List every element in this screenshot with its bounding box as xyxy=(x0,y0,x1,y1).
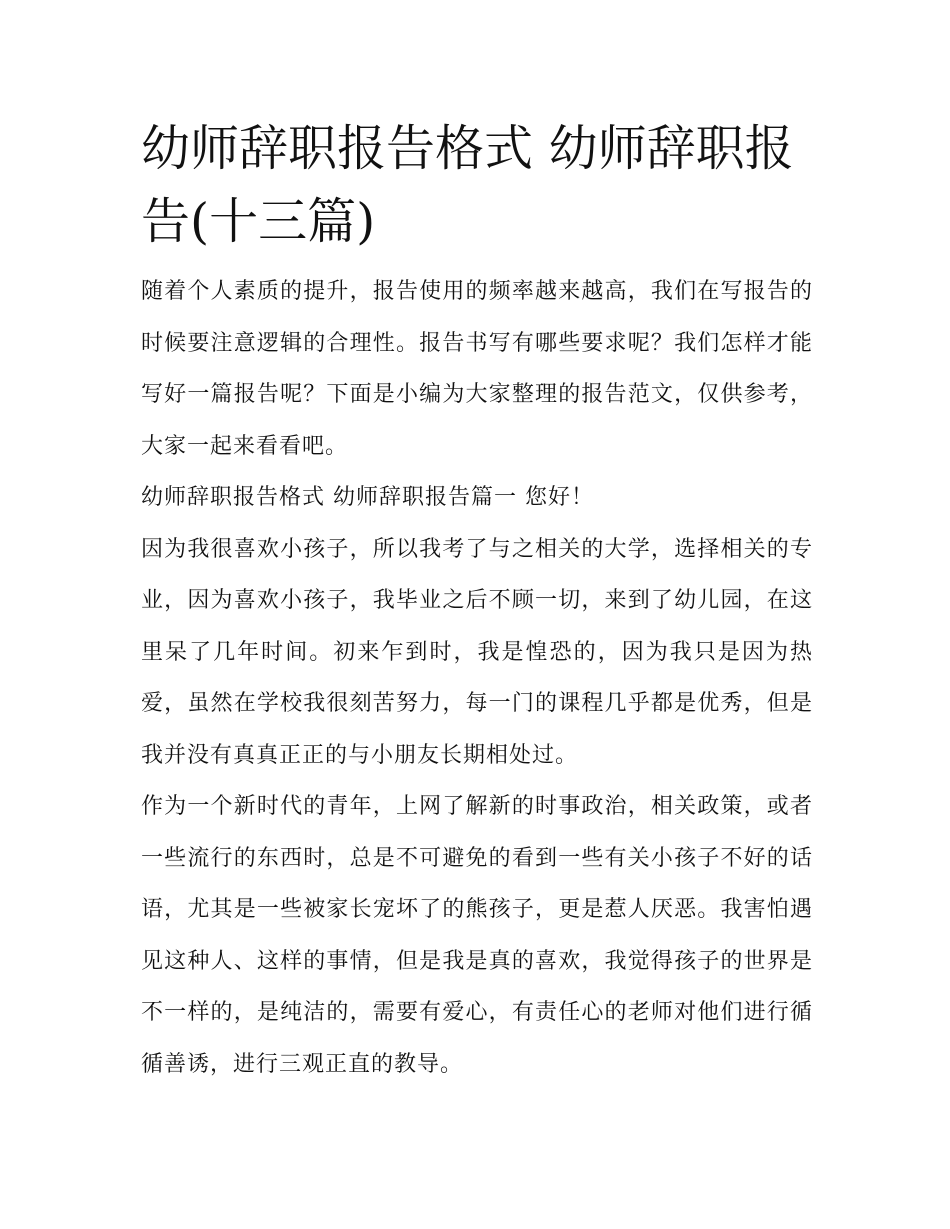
document-title: 幼师辞职报告格式 幼师辞职报告(十三篇) xyxy=(141,120,794,250)
document-body xyxy=(141,112,813,1090)
body-paragraph: 因为我很喜欢小孩子，所以我考了与之相关的大学，选择相关的专业，因为喜欢小孩子，我毕业之后不顾一切，来到了幼儿园，在这里呆了几年时间。初来乍到时，我是惶恐的，因为我只是因为热爱，虽然在学校我很刻苦努力，每一门的课程几乎都是优秀，但是我并没有真真正正的与小朋友长期相处过。 xyxy=(141,536,813,768)
section-heading-paragraph: 幼师辞职报告格式 幼师辞职报告篇一 您好！ xyxy=(141,485,594,510)
body-paragraph: 作为一个新时代的青年，上网了解新的时事政治，相关政策，或者一些流行的东西时，总是不可避免的看到一些有关小孩子不好的话语，尤其是一些被家长宠坏了的熊孩子，更是惹人厌恶。我害怕遇见这种人、这样的事情，但是我是真的喜欢，我觉得孩子的世界是不一样的，是纯洁的，需要有爱心，有责任心的老师对他们进行循循善诱，进行三观正直的教导。 xyxy=(141,794,813,1077)
intro-paragraph: 随着个人素质的提升，报告使用的频率越来越高，我们在写报告的时候要注意逻辑的合理性。报告书写有哪些要求呢？我们怎样才能写好一篇报告呢？下面是小编为大家整理的报告范文，仅供参考，大家一起来看看吧。 xyxy=(141,279,813,459)
